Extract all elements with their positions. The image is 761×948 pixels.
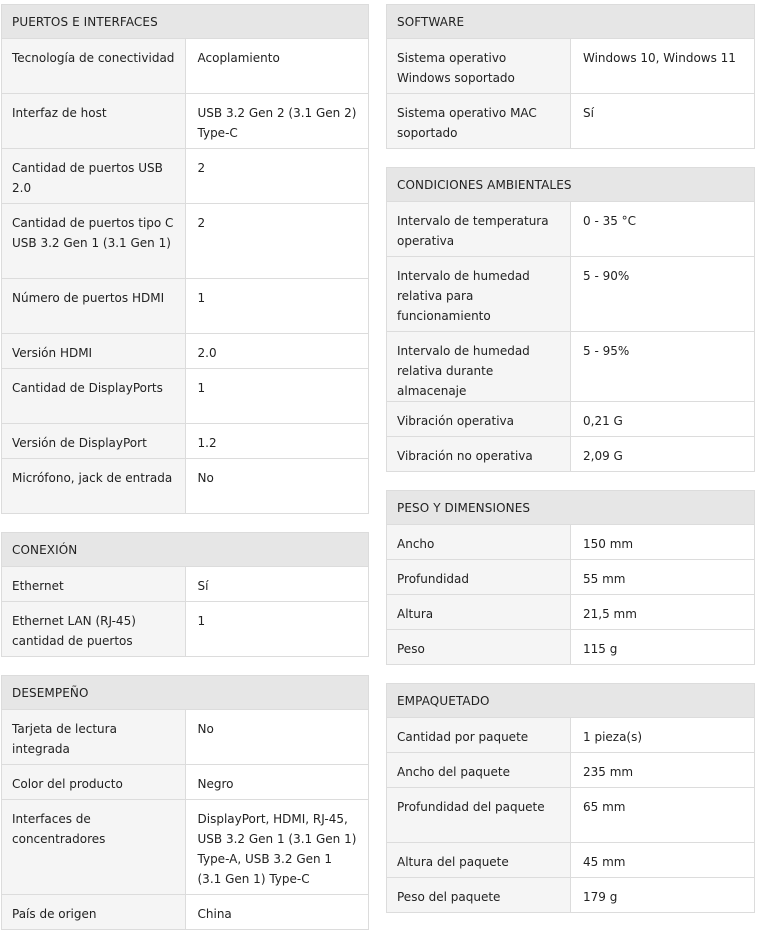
conexion-table <box>1 532 369 657</box>
section-heading: EMPAQUETADO <box>387 684 755 718</box>
spec-value: 65 mm <box>571 788 755 843</box>
empaquetado-table <box>386 683 755 913</box>
spec-label: Versión HDMI <box>2 334 186 369</box>
spec-label: Intervalo de humedad relativa para funcionamiento <box>387 257 571 332</box>
spec-label: Color del producto <box>2 765 186 800</box>
spec-row <box>2 895 369 930</box>
section-heading: CONEXIÓN <box>2 533 369 567</box>
spec-label: Tecnología de conectividad <box>2 39 186 94</box>
spec-value: Sí <box>185 567 369 602</box>
spec-value: Windows 10, Windows 11 <box>571 39 755 94</box>
spec-label: Profundidad del paquete <box>387 788 571 843</box>
spec-label: Número de puertos HDMI <box>2 279 186 334</box>
spec-row <box>387 560 755 595</box>
spec-row <box>2 602 369 657</box>
spec-row <box>2 204 369 279</box>
spec-row <box>387 878 755 913</box>
spec-label: Ancho <box>387 525 571 560</box>
spec-row <box>387 630 755 665</box>
spec-value: 1 pieza(s) <box>571 718 755 753</box>
spec-value: 55 mm <box>571 560 755 595</box>
spec-row <box>2 710 369 765</box>
spec-value: USB 3.2 Gen 2 (3.1 Gen 2) Type-C <box>185 94 369 149</box>
left-column <box>1 4 369 948</box>
spec-label: Cantidad de puertos tipo C USB 3.2 Gen 1 (3.1 Gen 1) <box>2 204 186 279</box>
spec-value: Acoplamiento <box>185 39 369 94</box>
spec-value: 235 mm <box>571 753 755 788</box>
spec-value: China <box>185 895 369 930</box>
spec-label: Ethernet <box>2 567 186 602</box>
spec-label: Altura <box>387 595 571 630</box>
spec-value: 2 <box>185 149 369 204</box>
software-table <box>386 4 755 149</box>
desempeno-table <box>1 675 369 930</box>
puertos-interfaces-table <box>1 4 369 514</box>
right-column <box>386 4 755 931</box>
spec-value: 179 g <box>571 878 755 913</box>
section-heading: PUERTOS E INTERFACES <box>2 5 369 39</box>
spec-value: 2,09 G <box>571 437 755 472</box>
spec-label: Tarjeta de lectura integrada <box>2 710 186 765</box>
spec-label: Cantidad de puertos USB 2.0 <box>2 149 186 204</box>
spec-value: DisplayPort, HDMI, RJ-45, USB 3.2 Gen 1 (3.1 Gen 1) Type-A, USB 3.2 Gen 1 (3.1 Gen 1) Type-C <box>185 800 369 895</box>
spec-value: 2 <box>185 204 369 279</box>
spec-row <box>387 753 755 788</box>
spec-row <box>387 595 755 630</box>
spec-row <box>2 334 369 369</box>
spec-label: Intervalo de temperatura operativa <box>387 202 571 257</box>
spec-label: Interfaces de concentradores <box>2 800 186 895</box>
spec-value: 5 - 90% <box>571 257 755 332</box>
spec-row <box>387 788 755 843</box>
spec-value: 1 <box>185 279 369 334</box>
spec-row <box>387 202 755 257</box>
spec-label: Vibración no operativa <box>387 437 571 472</box>
spec-value: No <box>185 459 369 514</box>
spec-label: Sistema operativo Windows soportado <box>387 39 571 94</box>
spec-label: Ancho del paquete <box>387 753 571 788</box>
spec-value: 150 mm <box>571 525 755 560</box>
spec-row <box>2 369 369 424</box>
spec-label: Peso del paquete <box>387 878 571 913</box>
spec-row <box>387 402 755 437</box>
spec-label: Sistema operativo MAC soportado <box>387 94 571 149</box>
spec-value: 2.0 <box>185 334 369 369</box>
spec-value: Sí <box>571 94 755 149</box>
spec-row <box>387 525 755 560</box>
spec-value: 0 - 35 °C <box>571 202 755 257</box>
spec-row <box>387 94 755 149</box>
spec-value: 1 <box>185 602 369 657</box>
spec-label: Interfaz de host <box>2 94 186 149</box>
spec-row <box>387 718 755 753</box>
spec-value: No <box>185 710 369 765</box>
spec-row <box>2 765 369 800</box>
condiciones-ambientales-table <box>386 167 755 472</box>
spec-label: Profundidad <box>387 560 571 595</box>
section-heading: DESEMPEÑO <box>2 676 369 710</box>
spec-row <box>2 279 369 334</box>
spec-value: 1.2 <box>185 424 369 459</box>
section-heading: CONDICIONES AMBIENTALES <box>387 168 755 202</box>
spec-value: 45 mm <box>571 843 755 878</box>
spec-label: Versión de DisplayPort <box>2 424 186 459</box>
spec-label: Intervalo de humedad relativa durante almacenaje <box>387 332 571 402</box>
spec-row <box>2 94 369 149</box>
spec-label: Cantidad de DisplayPorts <box>2 369 186 424</box>
spec-row <box>387 257 755 332</box>
spec-row <box>2 149 369 204</box>
spec-value: Negro <box>185 765 369 800</box>
spec-row <box>2 459 369 514</box>
spec-label: País de origen <box>2 895 186 930</box>
spec-label: Vibración operativa <box>387 402 571 437</box>
spec-row <box>2 567 369 602</box>
spec-value: 1 <box>185 369 369 424</box>
spec-value: 5 - 95% <box>571 332 755 402</box>
spec-row <box>387 437 755 472</box>
spec-label: Micrófono, jack de entrada <box>2 459 186 514</box>
spec-label: Ethernet LAN (RJ-45) cantidad de puertos <box>2 602 186 657</box>
spec-row <box>387 332 755 402</box>
spec-row <box>2 800 369 895</box>
spec-row <box>387 843 755 878</box>
section-heading: PESO Y DIMENSIONES <box>387 491 755 525</box>
spec-label: Altura del paquete <box>387 843 571 878</box>
section-heading: SOFTWARE <box>387 5 755 39</box>
spec-label: Cantidad por paquete <box>387 718 571 753</box>
spec-value: 0,21 G <box>571 402 755 437</box>
spec-value: 21,5 mm <box>571 595 755 630</box>
spec-label: Peso <box>387 630 571 665</box>
spec-row <box>2 424 369 459</box>
spec-row <box>387 39 755 94</box>
spec-value: 115 g <box>571 630 755 665</box>
spec-row <box>2 39 369 94</box>
peso-dimensiones-table <box>386 490 755 665</box>
